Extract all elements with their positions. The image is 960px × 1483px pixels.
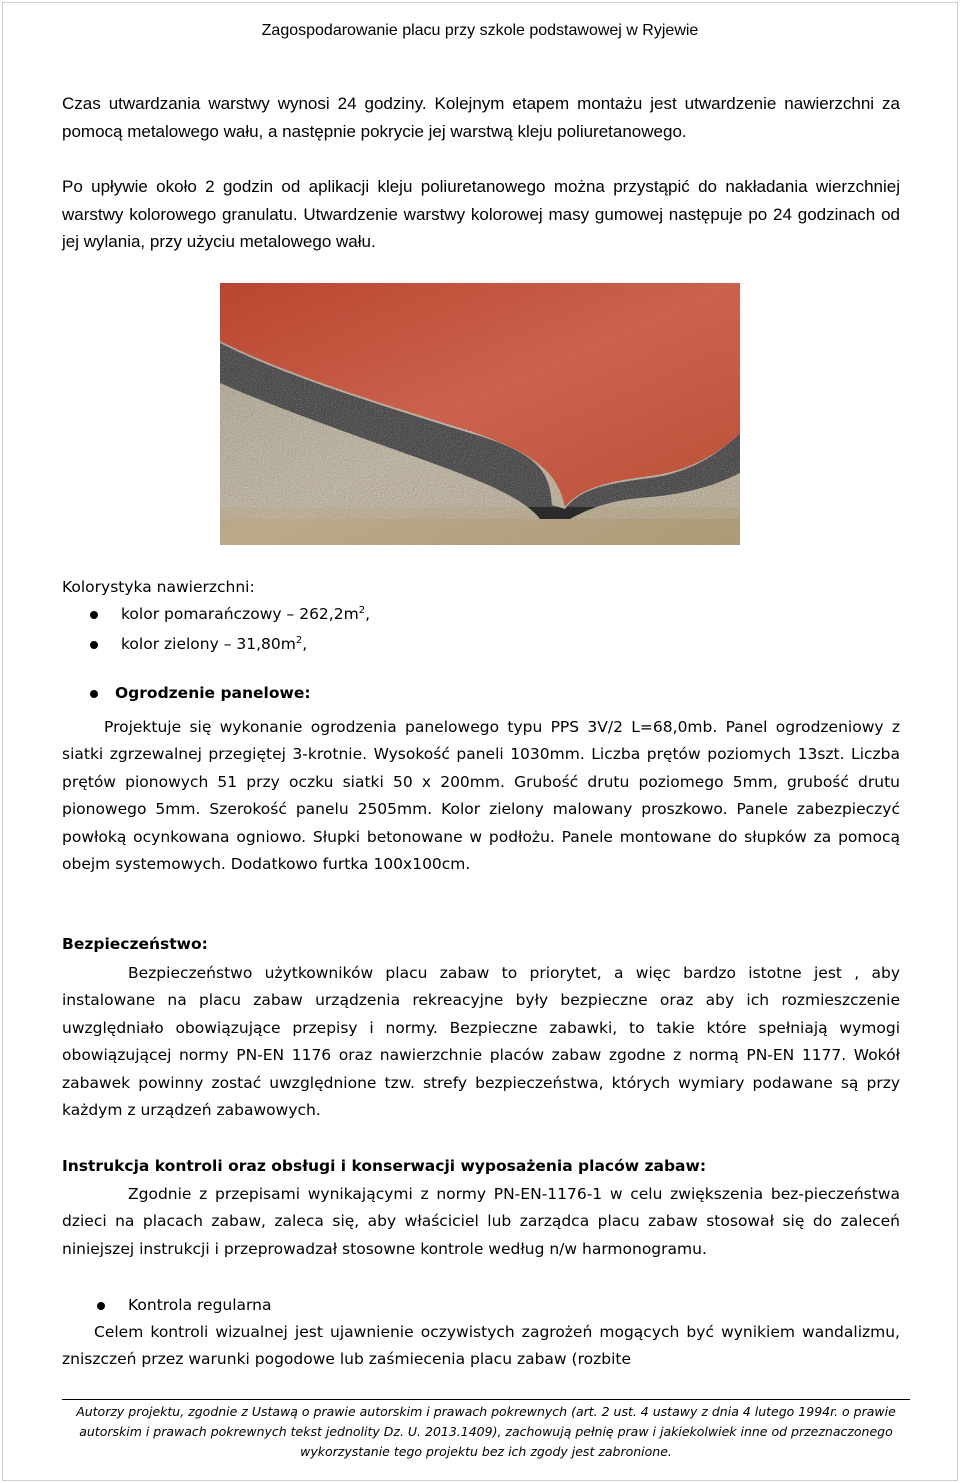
control-paragraph: Celem kontroli wizualnej jest ujawnienie oczywistych zagrożeń mogących być wynikiem wandalizmu, zniszczeń przez warunki pogodowe lub zaśmiecenia placu zabaw (rozbite (62, 1323, 900, 1369)
header-title: Zagospodarowanie placu przy szkole podstawowej w Ryjewie (261, 22, 699, 39)
footer-line-1: Autorzy projektu, zgodnie z Ustawą o prawie autorskim i prawach pokrewnych (art. 2 ust. 4 ustawy z dnia 4 lutego 1994r. o prawie (76, 1404, 896, 1419)
bullet-icon (90, 611, 98, 619)
fence-heading: Ogrodzenie panelowe: (115, 684, 311, 702)
safety-heading: Bezpieczeństwo: (62, 935, 208, 953)
footer-divider (62, 1399, 910, 1400)
surface-photo (220, 283, 740, 545)
footer-line-3: wykorzystanie tego projektu bez ich zgody jest zabronione. (300, 1444, 672, 1459)
colors-heading: Kolorystyka nawierzchni: (62, 578, 255, 596)
bullet-icon (90, 690, 98, 698)
page-footer (62, 1402, 910, 1462)
bullet-icon (90, 641, 98, 649)
bullet-icon (97, 1302, 105, 1310)
color-item-green: kolor zielony – $31,80m^2$, (121, 634, 308, 653)
instructions-heading: Instrukcja kontroli oraz obsługi i konserwacji wyposażenia placów zabaw: (62, 1157, 707, 1175)
instructions-paragraph: Zgodnie z przepisami wynikającymi z normy PN-EN-1176-1 w celu zwiększenia bez-pieczeństwa dzieci na placach zabaw, zaleca się, aby właściciel lub zarządca placu zabaw stosował się do zaleceń niniejszej instrukcji i przeprowadzał stosowne kontrole według n/w harmonogramu. (62, 1185, 900, 1258)
color-item-orange: kolor pomarańczowy – $262,2m^2$, (121, 604, 370, 623)
footer-line-2: autorskim i prawach pokrewnych tekst jednolity Dz. U. 2013.1409), zachowują pełnię praw i jakiekolwiek inne od przeznaczonego (79, 1424, 893, 1439)
rubber-surface-image (220, 283, 740, 545)
intro-paragraph-2: Po upływie około 2 godzin od aplikacji kleju poliuretanowego można przystąpić do nakładania wierzchniej warstwy kolorowego granulatu. Utwardzenie warstwy kolorowej masy gumowej następuje po 24 godzinach od jej wylania, przy użyciu metalowego wału. (62, 177, 900, 251)
control-bullet: Kontrola regularna (128, 1296, 272, 1314)
intro-paragraph-1: Czas utwardzania warstwy wynosi 24 godziny. Kolejnym etapem montażu jest utwardzenie nawierzchni za pomocą metalowego wału, a następnie pokrycie jej warstwą kleju poliuretanowego. (62, 94, 900, 141)
fence-paragraph: Projektuje się wykonanie ogrodzenia panelowego typu PPS 3V/2 L=68,0mb. Panel ogrodzeniowy z siatki zgrzewalnej przegiętej 3-krotnie. Wysokość paneli 1030mm. Liczba prętów poziomych 13szt. Liczba prętów pionowych 51 przy oczku siatki 50 x 200mm. Grubość drutu poziomego 5mm, grubość drutu pionowego 5mm. Szerokość panelu 2505mm. Kolor zielony malowany proszkowo. Panele zabezpieczyć powłoką ocynkowana ogniowo. Słupki betonowane w podłożu. Panele montowane do słupków za pomocą obejm systemowych. Dodatkowo furtka 100x100cm. (62, 718, 900, 874)
safety-paragraph: Bezpieczeństwo użytkowników placu zabaw to priorytet, a więc bardzo istotne jest , aby instalowane na placu zabaw urządzenia rekreacyjne były bezpieczne oraz aby ich rozmieszczenie uwzględniało obowiązujące przepisy i normy. Bezpieczne zabawki, to takie które spełniają wymogi obowiązującej normy PN-EN 1176 oraz nawierzchnie placów zabaw zgodne z normą PN-EN 1177. Wokół zabawek powinny zostać uwzględnione tzw. strefy bezpieczeństwa, których wymiary podawane są przy każdym z urządzeń zabawowych. (62, 964, 900, 1120)
